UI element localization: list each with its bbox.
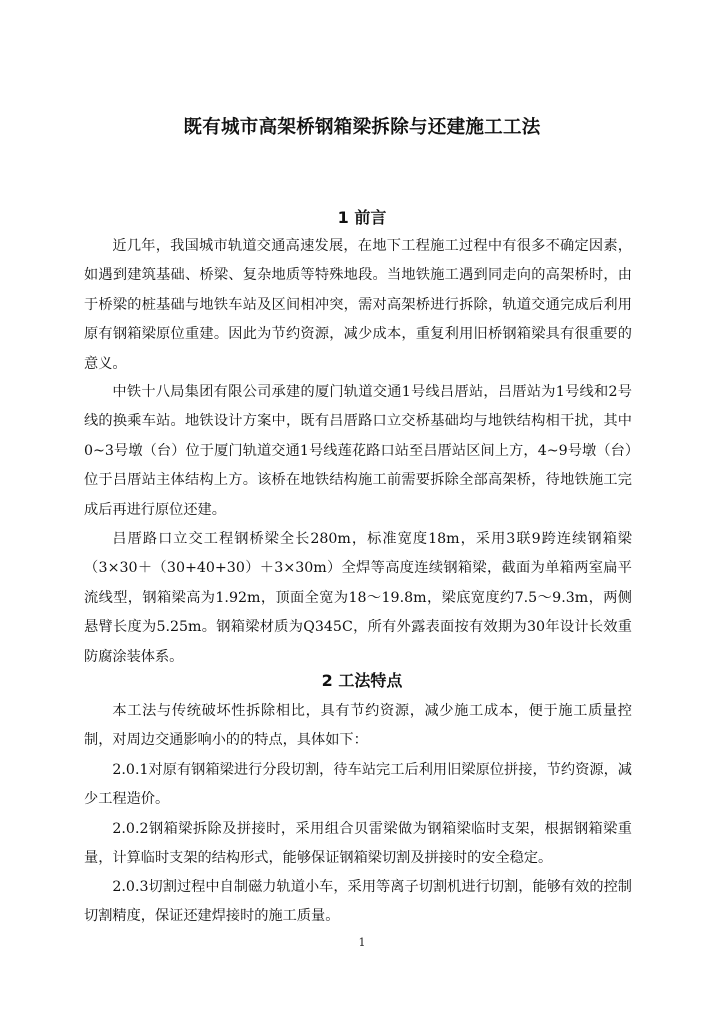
paragraph: 2.0.1对原有钢箱梁进行分段切割，待车站完工后利用旧梁原位拼接，节约资源，减少工程造价。 [84,762,632,808]
section-heading-foreword: 1 前言 [337,208,387,227]
paragraph: 2.0.2钢箱梁拆除及拼接时，采用组合贝雷梁做为钢箱梁临时支架，根据钢箱梁重量，计算临时支架的结构形式，能够保证钢箱梁切割及拼接时的安全稳定。 [84,821,632,867]
paragraph: 中铁十八局集团有限公司承建的厦门轨道交通1号线吕厝站，吕厝站为1号线和2号线的换乘车站。地铁设计方案中，既有吕厝路口立交桥基础均与地铁结构相干扰，其中0~3号墩（台）位于厦门轨道交通1号线莲花路口站至吕厝站区间上方，4~9号墩（台）位于吕厝站主体结构上方。该桥在地铁结构施工前需要拆除全部高架桥，待地铁施工完成后再进行原位还建。 [84,384,632,518]
paragraph: 本工法与传统破坏性拆除相比，具有节约资源，减少施工成本，便于施工质量控制，对周边交通影响小的的特点，具体如下： [84,703,632,749]
section-heading-features: 2 工法特点 [321,671,403,690]
paragraph: 2.0.3切割过程中自制磁力轨道小车，采用等离子切割机进行切割，能够有效的控制切割精度，保证还建焊接时的施工质量。 [84,879,632,925]
paragraph: 吕厝路口立交工程钢桥梁全长280m，标准宽度18m，采用3联9跨连续钢箱梁（3×30＋（30+40+30）＋3×30m）全焊等高度连续钢箱梁，截面为单箱两室扁平流线型，钢箱梁高为1.92m，顶面全宽为18～19.8m，梁底宽度约7.5～9.3m，两侧悬臂长度为5.25m。钢箱梁材质为Q345C，所有外露表面按有效期为30年设计长效重防腐涂装体系。 [84,531,632,665]
page-number: 1 [358,936,366,949]
paragraph: 近几年，我国城市轨道交通高速发展，在地下工程施工过程中有很多不确定因素，如遇到建筑基础、桥梁、复杂地质等特殊地段。当地铁施工遇到同走向的高架桥时，由于桥梁的桩基础与地铁车站及区间相冲突，需对高架桥进行拆除，轨道交通完成后利用原有钢箱梁原位重建。因此为节约资源，减少成本，重复利用旧桥钢箱梁具有很重要的意义。 [84,238,632,372]
document-title: 既有城市高架桥钢箱梁拆除与还建施工工法 [183,117,541,138]
